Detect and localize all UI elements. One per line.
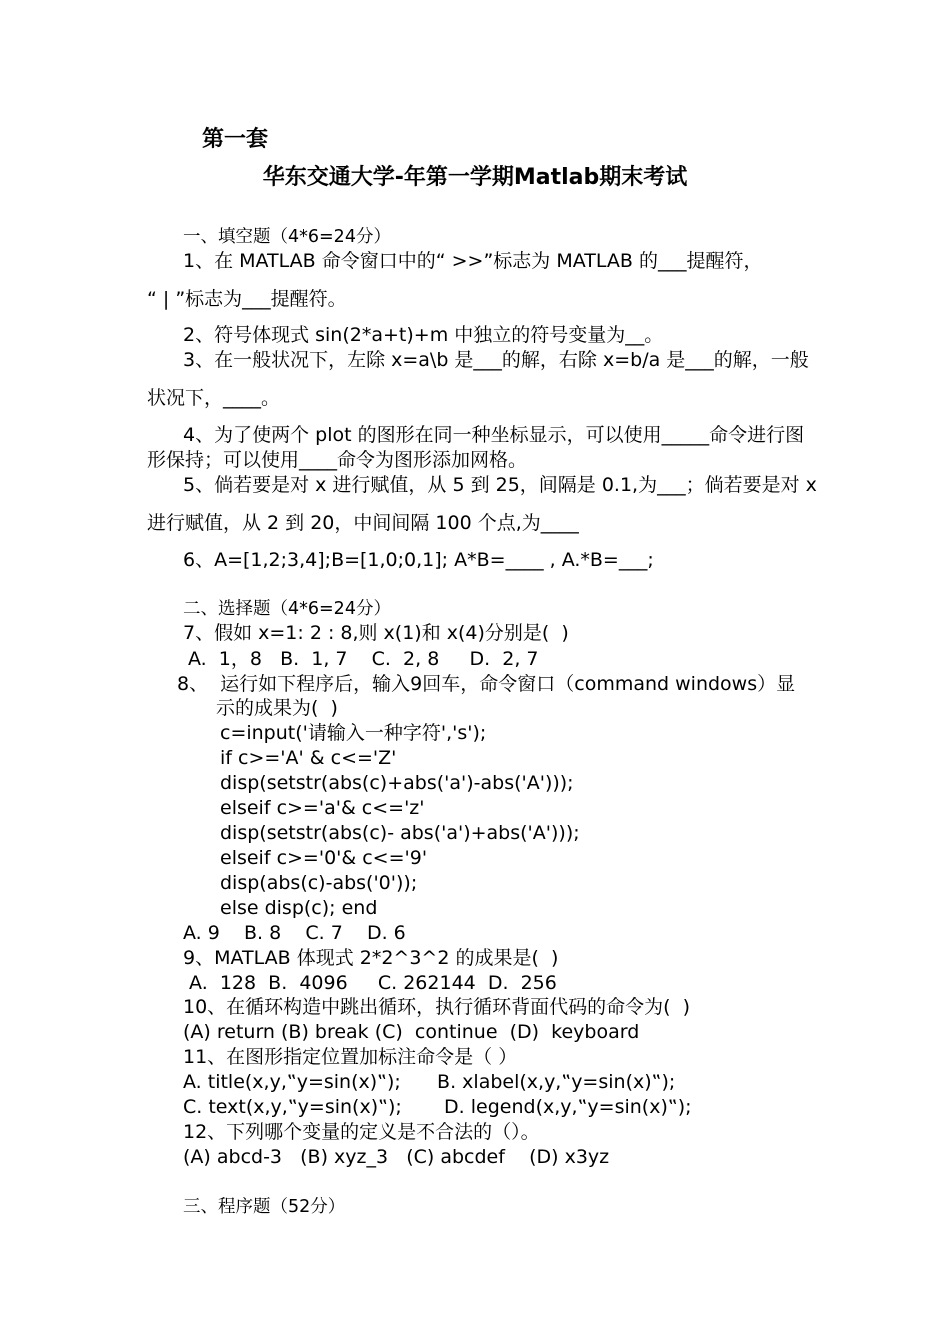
q11-options-ab: A. title(x,y,‟y=sin(x)‟); B. xlabel(x,y,‟y=sin(x)‟); [183, 1071, 676, 1093]
q9: 9、MATLAB 体现式 2*2^3^2 的成果是( ) [183, 947, 559, 969]
code-line: disp(setstr(abs(c)- abs('a')+abs('A'))); [220, 822, 580, 844]
q8-line1: 8、 运行如下程序后，输入9回车，命令窗口（command windows）显 [177, 673, 796, 695]
q12: 12、下列哪个变量的定义是不合法的（）。 [183, 1121, 540, 1143]
code-line: elseif c>='0'& c<='9' [220, 847, 428, 869]
q9-options: A. 128 B. 4096 C. 262144 D. 256 [183, 972, 557, 994]
code-line: disp(abs(c)-abs('0')); [220, 872, 418, 894]
set-label: 第一套 [202, 127, 269, 152]
section1-heading: 一、填空题（4*6=24分） [183, 227, 391, 247]
q11: 11、在图形指定位置加标注命令是（ ） [183, 1046, 518, 1068]
code-line: disp(setstr(abs(c)+abs('a')-abs('A'))); [220, 772, 574, 794]
q2: 2、符号体现式 sin(2*a+t)+m 中独立的符号变量为__。 [183, 324, 664, 346]
q1-line1: 1、在 MATLAB 命令窗口中的“ >>”标志为 MATLAB 的___提醒符， [183, 250, 763, 272]
code-line: elseif c>='a'& c<='z' [220, 797, 425, 819]
q12-options: (A) abcd-3 (B) xyz_3 (C) abcdef (D) x3yz [183, 1146, 610, 1168]
code-line: if c>='A' & c<='Z' [220, 747, 397, 769]
q10-options: (A) return (B) break (C) continue (D) keyboard [183, 1021, 640, 1043]
q10: 10、在循环构造中跳出循环，执行循环背面代码的命令为( ) [183, 996, 691, 1018]
q3-line1: 3、在一般状况下，左除 x=a\b 是___的解，右除 x=b/a 是___的解，一般 [183, 349, 809, 371]
q11-options-cd: C. text(x,y,‟y=sin(x)‟); D. legend(x,y,‟y=sin(x)‟); [183, 1096, 692, 1118]
q8-options: A. 9 B. 8 C. 7 D. 6 [183, 922, 406, 944]
q1-line2: “ | ”标志为___提醒符。 [147, 288, 347, 310]
section3-heading: 三、程序题（52分） [183, 1197, 346, 1217]
q5-line2: 进行赋值，从 2 到 20，中间间隔 100 个点,为____ [147, 512, 579, 534]
q6: 6、A=[1,2;3,4];B=[1,0;0,1]; A*B=____ , A.*B=___; [183, 549, 654, 571]
exam-title: 华东交通大学-年第一学期Matlab期末考试 [262, 165, 688, 190]
q4-line1: 4、为了使两个 plot 的图形在同一种坐标显示，可以使用_____命令进行图 [183, 424, 805, 446]
q7: 7、假如 x=1: 2 : 8,则 x(1)和 x(4)分别是( ) [183, 622, 569, 644]
q5-line1: 5、倘若要是对 x 进行赋值，从 5 到 25，间隔是 0.1,为___；倘若要是对 x [183, 474, 817, 496]
code-line: else disp(c); end [220, 897, 378, 919]
q4-line2: 形保持；可以使用____命令为图形添加网格。 [147, 449, 528, 471]
q8-line2: 示的成果为( ) [216, 697, 338, 719]
q7-options: A. 1，8 B. 1, 7 C. 2, 8 D. 2, 7 [188, 648, 539, 670]
q3-line2: 状况下，____。 [147, 387, 281, 409]
code-line: c=input('请输入一种字符','s'); [220, 722, 487, 744]
section2-heading: 二、选择题（4*6=24分） [183, 599, 391, 619]
